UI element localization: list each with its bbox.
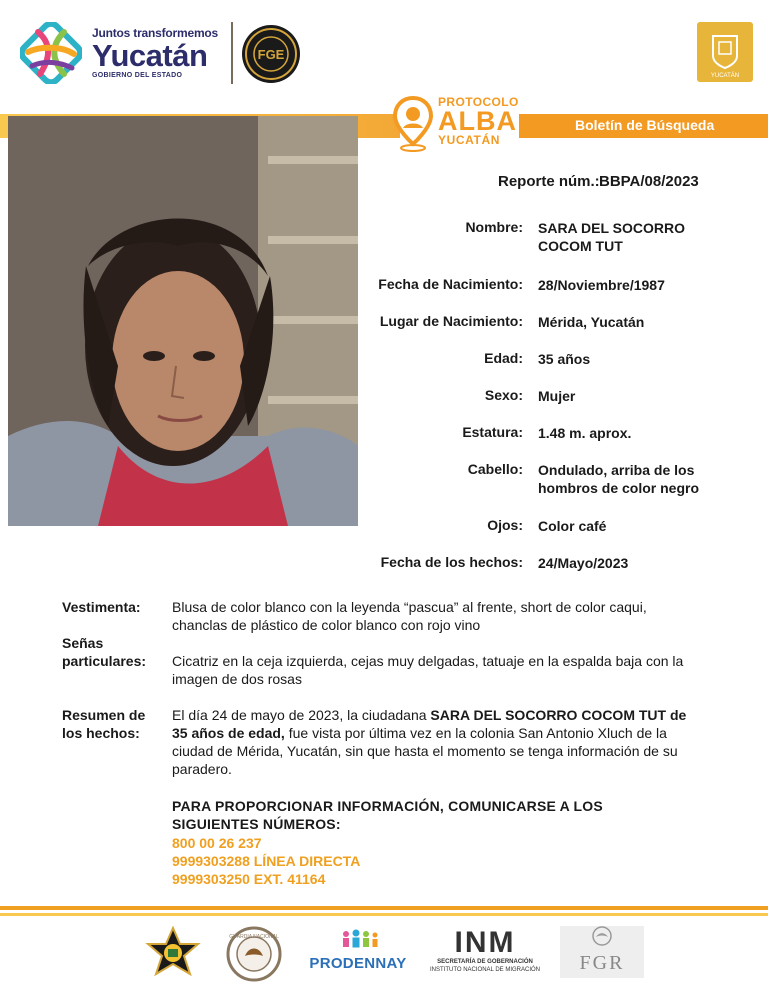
field-sexo-value: Mujer	[538, 388, 576, 404]
field-edad-label: Edad:	[484, 350, 523, 366]
resumen-label-line1: Resumen de	[62, 707, 146, 723]
alba-line2: ALBA	[438, 106, 517, 136]
fgr-eagle-icon	[591, 926, 613, 946]
senas-label-line2: particulares:	[62, 653, 147, 669]
yucatan-tagline: Juntos transformemos	[92, 26, 219, 40]
contact-phone-1: 800 00 26 237	[172, 835, 262, 851]
field-sexo-label: Sexo:	[484, 387, 523, 403]
resumen-part1: El día 24 de mayo de 2023, la ciudadana	[172, 707, 431, 723]
fgr-logo	[560, 926, 644, 978]
field-fecha-hechos-label: Fecha de los hechos:	[380, 554, 523, 570]
boletin-title: Boletín de Búsqueda	[575, 117, 715, 133]
yucatan-logo-icon	[20, 22, 82, 84]
guardia-nacional-seal-icon	[223, 926, 285, 982]
alba-line3: YUCATÁN	[438, 133, 500, 147]
field-fecha-nacimiento-label: Fecha de Nacimiento:	[378, 276, 523, 292]
footer-bar-yellow	[0, 913, 768, 916]
shield-caption: YUCATÁN	[710, 73, 740, 79]
field-edad-value: 35 años	[538, 351, 591, 367]
fge-seal-icon	[241, 24, 301, 84]
field-cabello-label: Cabello:	[467, 461, 523, 477]
inm-logo	[424, 928, 546, 974]
alba-line1: PROTOCOLO	[438, 95, 519, 109]
yucatan-name: Yucatán	[92, 38, 208, 73]
header-divider	[231, 22, 233, 84]
contact-heading: PARA PROPORCIONAR INFORMACIÓN, COMUNICARSE A LOS SIGUIENTES NÚMEROS:	[172, 798, 603, 832]
field-lugar-nacimiento-value: Mérida, Yucatán	[538, 314, 645, 330]
missing-person-photo	[8, 116, 358, 526]
resumen-bold: SARA DEL SOCORRO COCOM TUT de 35 años de edad,	[172, 707, 687, 741]
yucatan-shield-icon	[697, 22, 753, 82]
fge-text: FGE	[257, 47, 285, 62]
vestimenta-label: Vestimenta:	[62, 599, 141, 615]
header	[0, 0, 768, 112]
alba-pin-icon	[392, 96, 434, 152]
prodennay-figures-icon	[306, 928, 410, 950]
field-ojos-label: Ojos:	[487, 517, 523, 533]
inm-sub2: INSTITUTO NACIONAL DE MIGRACIÓN	[429, 967, 540, 973]
resumen-part2: fue vista por última vez en la colonia San Antonio Xluch de la ciudad de Mérida, Yucatán, sin que hasta el momento se tenga información de su paradero.	[172, 725, 678, 777]
footer-bar-orange	[0, 906, 768, 910]
field-estatura-label: Estatura:	[462, 424, 523, 440]
yucatan-wordmark	[92, 26, 222, 79]
senas-text: Cicatriz en la ceja izquierda, cejas muy delgadas, tatuaje en la espalda baja con la imagen de dos rosas	[172, 653, 684, 687]
field-lugar-nacimiento-label: Lugar de Nacimiento:	[379, 313, 523, 329]
contact-phone-2: 9999303288 LÍNEA DIRECTA	[172, 853, 361, 869]
contact-phone-3: 9999303250 EXT. 41164	[172, 871, 326, 887]
police-star-icon	[142, 926, 204, 982]
report-label: Reporte núm.:	[498, 173, 600, 190]
field-fecha-nacimiento-value: 28/Noviembre/1987	[538, 277, 665, 293]
report-number: BBPA/08/2023	[599, 173, 699, 190]
senas-label-line1: Señas	[62, 635, 104, 651]
resumen-label-line2: los hechos:	[62, 725, 140, 741]
field-ojos-value: Color café	[538, 518, 607, 534]
yucatan-gov: GOBIERNO DEL ESTADO	[92, 72, 183, 79]
field-cabello-value: Ondulado, arriba de los hombros de color negro	[538, 462, 700, 496]
fgr-text: FGR	[579, 952, 625, 974]
protocolo-alba-logo	[438, 96, 530, 147]
field-nombre-value: SARA DEL SOCORRO COCOM TUT	[538, 220, 686, 254]
prodennay-text: PRODENNAY	[309, 955, 407, 972]
inm-text: INM	[454, 926, 516, 959]
vestimenta-text: Blusa de color blanco con la leyenda “pascua” al frente, short de color caqui, chanclas de plástico de color blanco con rojo vino	[172, 599, 647, 633]
guardia-ring-text: GUARDIA NACIONAL	[229, 934, 279, 940]
prodennay-logo	[306, 928, 410, 972]
field-estatura-value: 1.48 m. aprox.	[538, 425, 632, 441]
resumen-text	[172, 706, 692, 778]
field-nombre-label: Nombre:	[465, 219, 523, 235]
inm-sub1: SECRETARÍA DE GOBERNACIÓN	[437, 959, 533, 965]
field-fecha-hechos-value: 24/Mayo/2023	[538, 555, 629, 571]
